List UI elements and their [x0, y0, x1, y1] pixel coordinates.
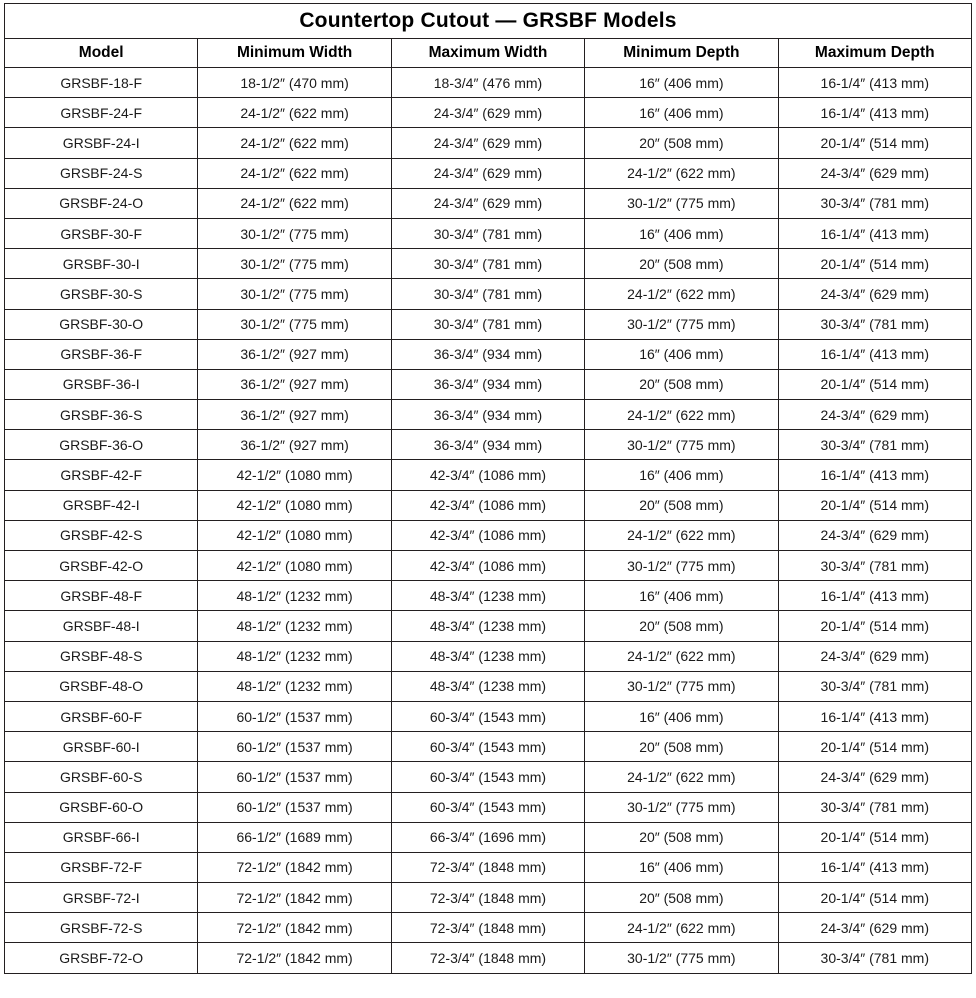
table-row: [5, 339, 972, 369]
table-header-row: [5, 39, 972, 68]
countertop-cutout-table: [4, 3, 972, 974]
cell-model: GRSBF-48-O: [5, 671, 198, 701]
table-row: [5, 490, 972, 520]
cell-maximum-depth: 20-1/4″ (514 mm): [778, 822, 971, 852]
cell-minimum-depth: 24-1/2″ (622 mm): [585, 641, 778, 671]
cell-maximum-depth: 24-3/4″ (629 mm): [778, 913, 971, 943]
cell-minimum-depth: 30-1/2″ (775 mm): [585, 943, 778, 973]
cell-minimum-width: 48-1/2″ (1232 mm): [198, 611, 391, 641]
cell-model: GRSBF-60-I: [5, 732, 198, 762]
cell-minimum-depth: 16″ (406 mm): [585, 218, 778, 248]
cell-model: GRSBF-36-F: [5, 339, 198, 369]
cell-maximum-depth: 16-1/4″ (413 mm): [778, 218, 971, 248]
cell-minimum-width: 36-1/2″ (927 mm): [198, 430, 391, 460]
cell-model: GRSBF-42-S: [5, 520, 198, 550]
cell-model: GRSBF-30-O: [5, 309, 198, 339]
cell-model: GRSBF-24-F: [5, 98, 198, 128]
table-body: [5, 68, 972, 974]
cell-minimum-width: 30-1/2″ (775 mm): [198, 218, 391, 248]
cell-minimum-width: 60-1/2″ (1537 mm): [198, 701, 391, 731]
cell-maximum-width: 18-3/4″ (476 mm): [391, 68, 584, 98]
cell-minimum-depth: 24-1/2″ (622 mm): [585, 279, 778, 309]
cell-minimum-depth: 16″ (406 mm): [585, 339, 778, 369]
cell-maximum-width: 30-3/4″ (781 mm): [391, 279, 584, 309]
cell-model: GRSBF-42-O: [5, 551, 198, 581]
cell-model: GRSBF-30-S: [5, 279, 198, 309]
cell-model: GRSBF-60-F: [5, 701, 198, 731]
table-row: [5, 732, 972, 762]
cell-minimum-width: 72-1/2″ (1842 mm): [198, 852, 391, 882]
cell-maximum-width: 72-3/4″ (1848 mm): [391, 943, 584, 973]
cell-model: GRSBF-66-I: [5, 822, 198, 852]
cell-maximum-width: 42-3/4″ (1086 mm): [391, 490, 584, 520]
cell-minimum-width: 72-1/2″ (1842 mm): [198, 883, 391, 913]
cell-minimum-depth: 16″ (406 mm): [585, 581, 778, 611]
cell-maximum-width: 30-3/4″ (781 mm): [391, 309, 584, 339]
cell-model: GRSBF-30-I: [5, 249, 198, 279]
cell-maximum-depth: 30-3/4″ (781 mm): [778, 188, 971, 218]
cell-maximum-depth: 24-3/4″ (629 mm): [778, 158, 971, 188]
cell-maximum-depth: 24-3/4″ (629 mm): [778, 400, 971, 430]
table-row: [5, 551, 972, 581]
cell-minimum-width: 42-1/2″ (1080 mm): [198, 490, 391, 520]
cell-maximum-depth: 24-3/4″ (629 mm): [778, 520, 971, 550]
cell-model: GRSBF-42-I: [5, 490, 198, 520]
cell-maximum-depth: 30-3/4″ (781 mm): [778, 671, 971, 701]
table-row: [5, 188, 972, 218]
cell-maximum-width: 42-3/4″ (1086 mm): [391, 520, 584, 550]
cell-model: GRSBF-24-O: [5, 188, 198, 218]
cell-model: GRSBF-18-F: [5, 68, 198, 98]
cell-maximum-depth: 16-1/4″ (413 mm): [778, 581, 971, 611]
cell-minimum-depth: 30-1/2″ (775 mm): [585, 188, 778, 218]
cell-model: GRSBF-60-O: [5, 792, 198, 822]
cell-maximum-width: 60-3/4″ (1543 mm): [391, 792, 584, 822]
cell-minimum-width: 18-1/2″ (470 mm): [198, 68, 391, 98]
cell-minimum-depth: 24-1/2″ (622 mm): [585, 913, 778, 943]
table-row: [5, 611, 972, 641]
cell-maximum-width: 42-3/4″ (1086 mm): [391, 460, 584, 490]
cell-minimum-depth: 30-1/2″ (775 mm): [585, 792, 778, 822]
cell-maximum-depth: 16-1/4″ (413 mm): [778, 68, 971, 98]
table-row: [5, 701, 972, 731]
cell-minimum-depth: 16″ (406 mm): [585, 98, 778, 128]
cell-minimum-depth: 20″ (508 mm): [585, 611, 778, 641]
cell-maximum-depth: 16-1/4″ (413 mm): [778, 339, 971, 369]
cell-maximum-width: 60-3/4″ (1543 mm): [391, 701, 584, 731]
cell-minimum-depth: 20″ (508 mm): [585, 128, 778, 158]
cell-maximum-width: 48-3/4″ (1238 mm): [391, 641, 584, 671]
cell-maximum-depth: 16-1/4″ (413 mm): [778, 98, 971, 128]
table-row: [5, 158, 972, 188]
cell-minimum-width: 72-1/2″ (1842 mm): [198, 943, 391, 973]
column-header-maximum-depth: Maximum Depth: [778, 39, 971, 68]
cell-minimum-width: 42-1/2″ (1080 mm): [198, 520, 391, 550]
cell-minimum-depth: 20″ (508 mm): [585, 732, 778, 762]
table-row: [5, 671, 972, 701]
cell-model: GRSBF-48-F: [5, 581, 198, 611]
column-header-model: Model: [5, 39, 198, 68]
cell-maximum-width: 36-3/4″ (934 mm): [391, 430, 584, 460]
cell-maximum-depth: 24-3/4″ (629 mm): [778, 279, 971, 309]
cell-maximum-width: 72-3/4″ (1848 mm): [391, 852, 584, 882]
cell-maximum-width: 42-3/4″ (1086 mm): [391, 551, 584, 581]
cell-minimum-depth: 16″ (406 mm): [585, 701, 778, 731]
column-header-maximum-width: Maximum Width: [391, 39, 584, 68]
cell-minimum-width: 66-1/2″ (1689 mm): [198, 822, 391, 852]
table-row: [5, 581, 972, 611]
cell-maximum-width: 72-3/4″ (1848 mm): [391, 913, 584, 943]
cell-maximum-depth: 16-1/4″ (413 mm): [778, 701, 971, 731]
cell-minimum-width: 24-1/2″ (622 mm): [198, 98, 391, 128]
cell-maximum-depth: 24-3/4″ (629 mm): [778, 762, 971, 792]
cell-minimum-width: 60-1/2″ (1537 mm): [198, 792, 391, 822]
cell-minimum-width: 42-1/2″ (1080 mm): [198, 551, 391, 581]
cell-minimum-width: 60-1/2″ (1537 mm): [198, 732, 391, 762]
cell-maximum-width: 36-3/4″ (934 mm): [391, 369, 584, 399]
table-row: [5, 98, 972, 128]
table-row: [5, 913, 972, 943]
table-row: [5, 279, 972, 309]
cell-minimum-width: 24-1/2″ (622 mm): [198, 188, 391, 218]
cell-minimum-width: 24-1/2″ (622 mm): [198, 158, 391, 188]
cell-minimum-depth: 30-1/2″ (775 mm): [585, 671, 778, 701]
table-row: [5, 520, 972, 550]
cell-maximum-depth: 30-3/4″ (781 mm): [778, 430, 971, 460]
cell-minimum-depth: 20″ (508 mm): [585, 822, 778, 852]
cell-model: GRSBF-48-I: [5, 611, 198, 641]
table-row: [5, 400, 972, 430]
table-row: [5, 68, 972, 98]
table-row: [5, 792, 972, 822]
table-row: [5, 943, 972, 973]
cell-maximum-width: 24-3/4″ (629 mm): [391, 98, 584, 128]
cell-maximum-width: 30-3/4″ (781 mm): [391, 249, 584, 279]
table-title-row: [5, 4, 972, 39]
cell-model: GRSBF-60-S: [5, 762, 198, 792]
cell-minimum-width: 30-1/2″ (775 mm): [198, 309, 391, 339]
table-row: [5, 249, 972, 279]
cell-maximum-width: 48-3/4″ (1238 mm): [391, 581, 584, 611]
table-row: [5, 641, 972, 671]
cell-maximum-depth: 16-1/4″ (413 mm): [778, 460, 971, 490]
cell-maximum-depth: 20-1/4″ (514 mm): [778, 128, 971, 158]
cell-maximum-width: 48-3/4″ (1238 mm): [391, 671, 584, 701]
cell-maximum-depth: 20-1/4″ (514 mm): [778, 732, 971, 762]
cell-minimum-depth: 24-1/2″ (622 mm): [585, 158, 778, 188]
cell-minimum-depth: 24-1/2″ (622 mm): [585, 762, 778, 792]
cell-minimum-width: 36-1/2″ (927 mm): [198, 369, 391, 399]
cell-minimum-depth: 20″ (508 mm): [585, 249, 778, 279]
cell-maximum-depth: 24-3/4″ (629 mm): [778, 641, 971, 671]
cell-minimum-depth: 24-1/2″ (622 mm): [585, 520, 778, 550]
cell-minimum-width: 60-1/2″ (1537 mm): [198, 762, 391, 792]
cell-maximum-width: 66-3/4″ (1696 mm): [391, 822, 584, 852]
cell-minimum-width: 72-1/2″ (1842 mm): [198, 913, 391, 943]
cell-minimum-width: 30-1/2″ (775 mm): [198, 279, 391, 309]
cell-maximum-depth: 20-1/4″ (514 mm): [778, 369, 971, 399]
cell-minimum-depth: 30-1/2″ (775 mm): [585, 551, 778, 581]
table-row: [5, 762, 972, 792]
cell-minimum-width: 48-1/2″ (1232 mm): [198, 581, 391, 611]
cell-minimum-depth: 24-1/2″ (622 mm): [585, 400, 778, 430]
cell-model: GRSBF-72-S: [5, 913, 198, 943]
column-header-minimum-width: Minimum Width: [198, 39, 391, 68]
table-row: [5, 822, 972, 852]
cell-model: GRSBF-72-I: [5, 883, 198, 913]
table-row: [5, 128, 972, 158]
cell-minimum-depth: 20″ (508 mm): [585, 369, 778, 399]
column-header-minimum-depth: Minimum Depth: [585, 39, 778, 68]
cell-maximum-width: 24-3/4″ (629 mm): [391, 128, 584, 158]
cell-model: GRSBF-42-F: [5, 460, 198, 490]
cell-maximum-width: 60-3/4″ (1543 mm): [391, 762, 584, 792]
cell-model: GRSBF-48-S: [5, 641, 198, 671]
cell-minimum-depth: 16″ (406 mm): [585, 68, 778, 98]
cell-maximum-depth: 20-1/4″ (514 mm): [778, 249, 971, 279]
cell-maximum-width: 72-3/4″ (1848 mm): [391, 883, 584, 913]
cell-maximum-depth: 20-1/4″ (514 mm): [778, 883, 971, 913]
cell-minimum-depth: 30-1/2″ (775 mm): [585, 430, 778, 460]
cell-minimum-width: 42-1/2″ (1080 mm): [198, 460, 391, 490]
cell-maximum-depth: 16-1/4″ (413 mm): [778, 852, 971, 882]
cell-model: GRSBF-72-F: [5, 852, 198, 882]
cell-model: GRSBF-24-S: [5, 158, 198, 188]
cell-maximum-width: 24-3/4″ (629 mm): [391, 188, 584, 218]
cell-maximum-depth: 30-3/4″ (781 mm): [778, 792, 971, 822]
table-title: Countertop Cutout — GRSBF Models: [5, 4, 972, 39]
cell-minimum-depth: 20″ (508 mm): [585, 883, 778, 913]
table-row: [5, 430, 972, 460]
cell-minimum-width: 36-1/2″ (927 mm): [198, 400, 391, 430]
cell-model: GRSBF-72-O: [5, 943, 198, 973]
cell-minimum-width: 30-1/2″ (775 mm): [198, 249, 391, 279]
cell-model: GRSBF-36-I: [5, 369, 198, 399]
cell-maximum-width: 36-3/4″ (934 mm): [391, 400, 584, 430]
cell-minimum-depth: 16″ (406 mm): [585, 852, 778, 882]
cell-maximum-depth: 30-3/4″ (781 mm): [778, 309, 971, 339]
cell-model: GRSBF-36-O: [5, 430, 198, 460]
cell-maximum-width: 60-3/4″ (1543 mm): [391, 732, 584, 762]
cell-maximum-depth: 30-3/4″ (781 mm): [778, 551, 971, 581]
cell-minimum-width: 48-1/2″ (1232 mm): [198, 641, 391, 671]
cell-model: GRSBF-30-F: [5, 218, 198, 248]
cell-minimum-depth: 16″ (406 mm): [585, 460, 778, 490]
table-row: [5, 852, 972, 882]
table-row: [5, 309, 972, 339]
cell-minimum-depth: 20″ (508 mm): [585, 490, 778, 520]
cell-maximum-width: 48-3/4″ (1238 mm): [391, 611, 584, 641]
cell-maximum-depth: 30-3/4″ (781 mm): [778, 943, 971, 973]
table-row: [5, 369, 972, 399]
cell-minimum-depth: 30-1/2″ (775 mm): [585, 309, 778, 339]
cell-minimum-width: 36-1/2″ (927 mm): [198, 339, 391, 369]
cell-minimum-width: 48-1/2″ (1232 mm): [198, 671, 391, 701]
cell-maximum-depth: 20-1/4″ (514 mm): [778, 611, 971, 641]
table-row: [5, 460, 972, 490]
cell-maximum-depth: 20-1/4″ (514 mm): [778, 490, 971, 520]
table-row: [5, 883, 972, 913]
cell-model: GRSBF-24-I: [5, 128, 198, 158]
cell-minimum-width: 24-1/2″ (622 mm): [198, 128, 391, 158]
cell-maximum-width: 36-3/4″ (934 mm): [391, 339, 584, 369]
table-row: [5, 218, 972, 248]
cell-model: GRSBF-36-S: [5, 400, 198, 430]
cell-maximum-width: 30-3/4″ (781 mm): [391, 218, 584, 248]
cell-maximum-width: 24-3/4″ (629 mm): [391, 158, 584, 188]
